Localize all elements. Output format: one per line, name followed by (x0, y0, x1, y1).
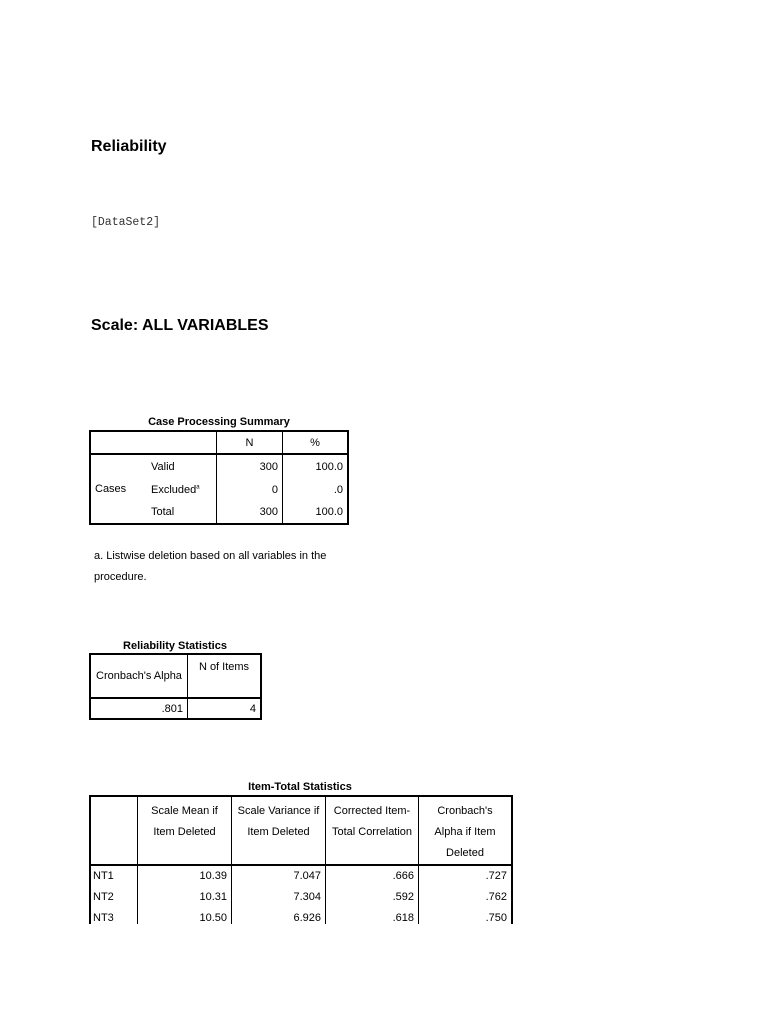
header-corrected-correlation: Corrected Item-Total Correlation (326, 796, 419, 865)
alpha-value: .801 (161, 702, 183, 715)
item-total-table (89, 795, 513, 924)
case-summary-caption: Case Processing Summary (148, 416, 290, 428)
header-scale-mean: Scale Mean if Item Deleted (138, 796, 232, 865)
col-n-header: N (217, 431, 283, 454)
table-row: Cases Valid 300 100.0 (90, 454, 348, 478)
header-alpha-if-deleted: Cronbach's Alpha if Item Deleted (419, 796, 513, 865)
header-scale-variance: Scale Variance if Item Deleted (232, 796, 326, 865)
col-pct-header: % (283, 431, 349, 454)
table-row: Excluded$^a$ 0 .0 (90, 478, 348, 501)
alpha-header: Cronbach's Alpha (96, 669, 182, 682)
table-row: NT3 10.50 6.926 .618 .750 (90, 907, 512, 924)
scale-title: Scale: ALL VARIABLES (91, 317, 269, 334)
page-title: Reliability (91, 138, 167, 155)
items-header: N of Items (188, 654, 262, 698)
table-row: Total 300 100.0 (90, 501, 348, 524)
dataset-label: [DataSet2] (91, 216, 161, 229)
item-total-caption: Item-Total Statistics (248, 781, 352, 793)
case-summary-footnote: a. Listwise deletion based on all variables in the procedure. (94, 550, 327, 583)
table-row: NT2 10.31 7.304 .592 .762 (90, 886, 512, 907)
reliability-caption: Reliability Statistics (123, 640, 227, 652)
items-value: 4 (188, 698, 262, 719)
table-row: NT1 10.39 7.047 .666 .727 (90, 865, 512, 886)
cases-group-label: Cases (95, 483, 127, 495)
